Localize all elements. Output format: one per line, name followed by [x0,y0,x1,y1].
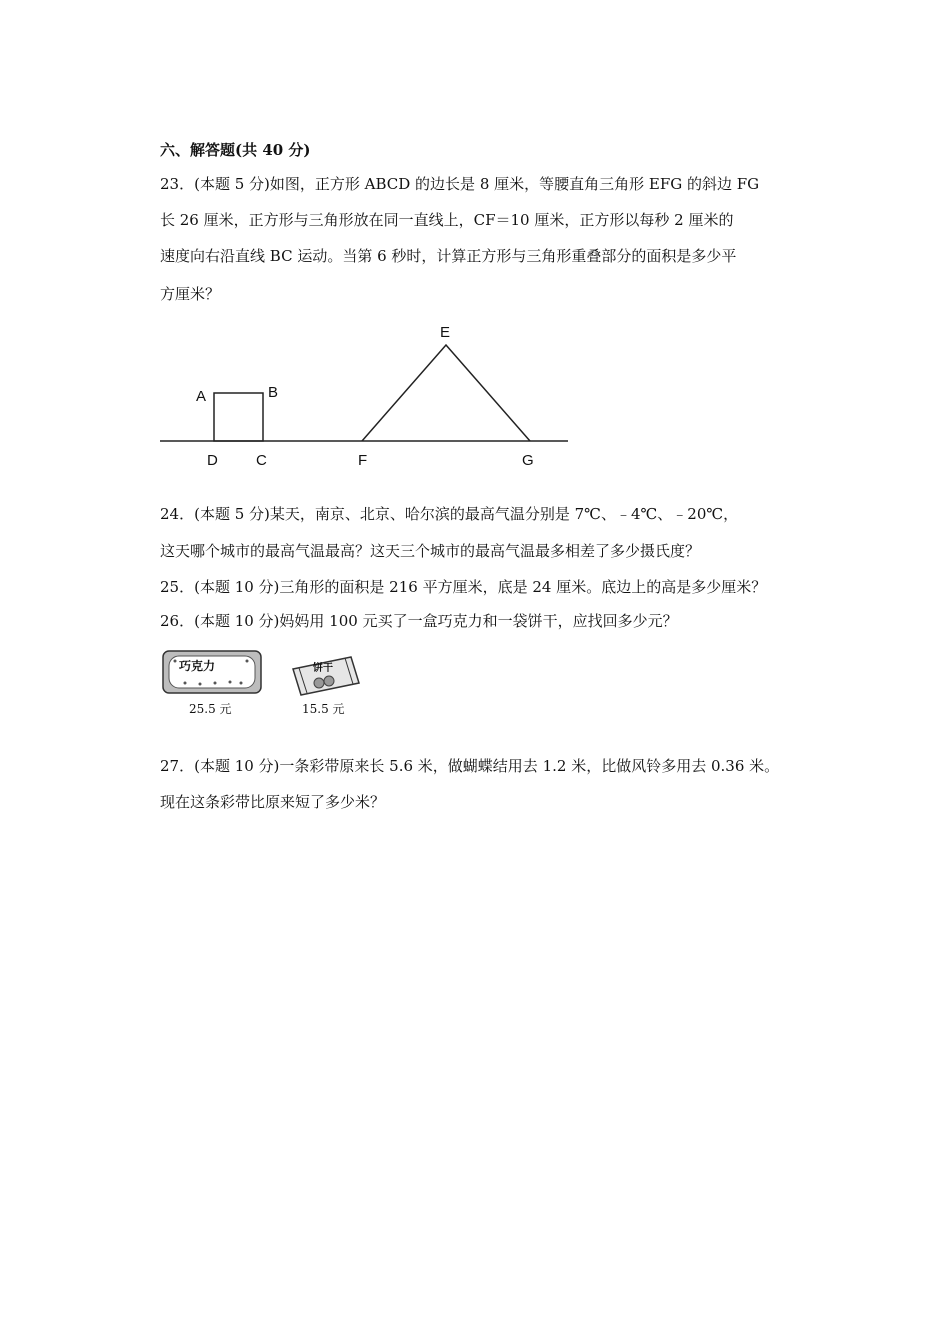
q23-figure [150,315,580,475]
q23-line-2: 长 26 厘米，正方形与三角形放在同一直线上，CF＝10 厘米，正方形以每秒 2 厘米的 [160,211,734,229]
q25-line-1: 25．(本题 10 分)三角形的面积是 216 平方厘米，底是 24 厘米。底边上的高是多少厘米？ [160,578,767,596]
section-heading: 六、解答题(共 40 分) [160,141,311,159]
q26-line-1: 26．(本题 10 分)妈妈用 100 元买了一盒巧克力和一袋饼干，应找回多少元？ [160,612,678,630]
q27-line-2: 现在这条彩带比原来短了多少米？ [160,793,386,811]
label-c: C [256,452,267,469]
chocolate-box-label: 巧克力 [179,659,216,673]
chocolate-price: 25.5 元 [189,702,232,716]
chocolate-box-icon [163,651,261,693]
label-f: F [358,452,368,469]
label-g: G [522,452,534,469]
q27-line-1: 27．(本题 10 分)一条彩带原来长 5.6 米，做蝴蝶结用去 1.2 米，比做风铃多用去 0.36 米。 [160,757,780,775]
triangle-efg [362,345,530,441]
biscuit-price: 15.5 元 [302,702,345,716]
biscuit-bag-icon [293,657,359,695]
q24-line-1: 24．(本题 5 分)某天，南京、北京、哈尔滨的最高气温分别是 7℃、﹣4℃、﹣20℃， [160,505,739,523]
label-a: A [196,388,207,405]
label-b: B [268,384,279,401]
label-d: D [207,452,218,469]
biscuit-bag-label: 饼干 [313,663,333,674]
q23-line-4: 方厘米？ [160,285,221,303]
square-abcd [214,393,263,441]
q26-items-figure [155,645,375,720]
q23-line-1: 23．(本题 5 分)如图，正方形 ABCD 的边长是 8 厘米，等腰直角三角形 EFG 的斜边 FG [160,175,760,193]
q23-line-3: 速度向右沿直线 BC 运动。当第 6 秒时，计算正方形与三角形重叠部分的面积是多少平 [160,247,737,265]
label-e: E [440,324,451,341]
q24-line-2: 这天哪个城市的最高气温最高？这天三个城市的最高气温最多相差了多少摄氏度？ [160,542,701,560]
